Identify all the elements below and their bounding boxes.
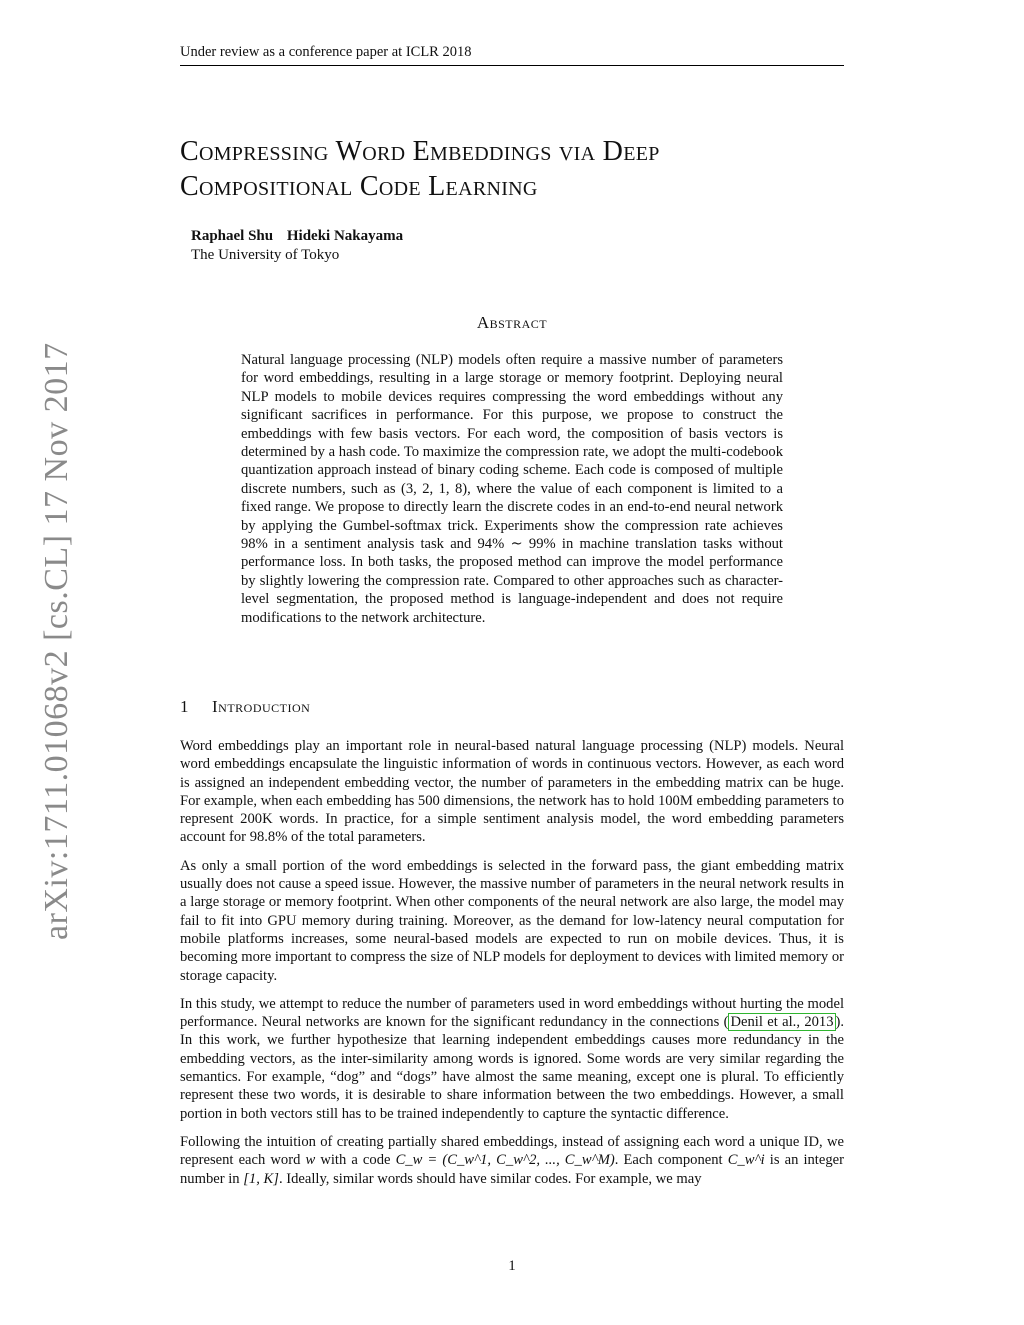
math-code-definition: C_w = (C_w^1, C_w^2, ..., C_w^M) — [395, 1152, 615, 1169]
section-heading — [180, 697, 310, 717]
math-variable: w — [305, 1152, 316, 1169]
paragraph — [180, 1133, 844, 1188]
arxiv-identifier[interactable]: arXiv:1711.01068v2 [cs.CL] 17 Nov 2017 — [38, 342, 75, 940]
paragraph-text: Following the intuition of creating partially shared embeddings, instead of assigning each word a unique ID, we represent each word — [180, 1133, 844, 1169]
section-title: Introduction — [212, 697, 311, 716]
citation-year: 2013 — [804, 1014, 834, 1031]
section-number: 1 — [180, 697, 189, 716]
author-name: Hideki Nakayama — [286, 228, 404, 244]
math-component: C_w^i — [727, 1152, 765, 1169]
citation-separator: , — [796, 1014, 805, 1031]
math-range: [1, K] — [243, 1170, 279, 1187]
paper-title — [180, 134, 840, 204]
title-line-2: Compositional Code Learning — [180, 171, 538, 202]
paragraph: Word embeddings play an important role in neural-based natural language processing (NLP) models. Neural word embeddings encapsulate the linguistic information of words in continuous vectors. However, as each word is assigned an independent embedding vector, the number of parameters in the embedding matrix can be huge. For example, when each embedding has 500 dimensions, the network has to hold 100M embedding parameters to represent 200K words. In practice, for a simple sentiment analysis model, the word embedding parameters account for 98.8% of the total parameters. — [180, 738, 844, 846]
author-block — [191, 227, 403, 265]
running-header: Under review as a conference paper at ICLR 2018 — [180, 44, 844, 66]
citation-author: Denil et al. — [730, 1014, 797, 1031]
title-line-1: Compressing Word Embeddings via Deep — [180, 136, 660, 167]
paragraph-text: ). In this work, we further hypothesize that learning independent embeddings causes more redundancy in the embedding vectors, as the inter-similarity among words is ignored. Some words are very similar regarding the semantics. For example, “dog” and “dogs” have almost the same meaning, except one is plural. To efficiently represent these two words, it is desirable to share information between the two embeddings. However, a small portion in both vectors still has to be trained independently to capture the syntactic difference. — [180, 1014, 845, 1122]
citation-link[interactable] — [728, 1013, 835, 1031]
paragraph-text: is an integer number in — [180, 1152, 844, 1187]
body-text — [180, 737, 844, 1198]
paragraph-text: with a code — [320, 1152, 391, 1169]
author-affiliation: The University of Tokyo — [191, 247, 340, 263]
author-name: Raphael Shu — [191, 228, 274, 244]
paragraph-text: In this study, we attempt to reduce the number of parameters used in word embeddings without hurting the model performance. Neural networks are known for the significant redundancy in the connections ( — [180, 995, 844, 1031]
paragraph-text: . Ideally, similar words should have similar codes. For example, we may — [278, 1170, 702, 1187]
paragraph-text: . Each component — [614, 1152, 723, 1169]
paragraph — [180, 995, 844, 1123]
page-number: 1 — [508, 1258, 516, 1274]
abstract-heading: Abstract — [476, 313, 548, 332]
abstract-text: Natural language processing (NLP) models often require a massive number of parameters for word embeddings, resulting in a large storage or memory footprint. Deploying neural NLP models to mobile devices requires compressing the word embeddings without any significant sacrifices in performance. For this purpose, we propose to construct the embeddings with few basis vectors. For each word, the composition of basis vectors is determined by a hash code. To maximize the compression rate, we adopt the multi-codebook quantization approach instead of binary coding scheme. Each code is composed of multiple discrete numbers, such as (3, 2, 1, 8), where the value of each component is limited to a fixed range. We propose to directly learn the discrete codes in an end-to-end neural network by applying the Gumbel-softmax trick. Experiments show the compression rate achieves 98% in a sentiment analysis task and 94% ∼ 99% in machine translation tasks without performance loss. In both tasks, the proposed method can improve the model performance by slightly lowering the compression rate. Compared to other approaches such as character-level segmentation, the proposed method is language-independent and does not require modifications to the network architecture. — [241, 352, 783, 626]
paragraph: As only a small portion of the word embeddings is selected in the forward pass, the giant embedding matrix usually does not cause a speed issue. However, the massive number of parameters in the neural network results in a large storage or memory footprint. When other components of the neural network are also large, the model may fail to fit into GPU memory during training. Moreover, as the demand for low-latency neural computation for mobile platforms increases, some neural-based models are expected to run on mobile devices. Thus, it is becoming more important to compress the size of NLP models for deployment to devices with limited memory or storage capacity. — [180, 857, 844, 984]
